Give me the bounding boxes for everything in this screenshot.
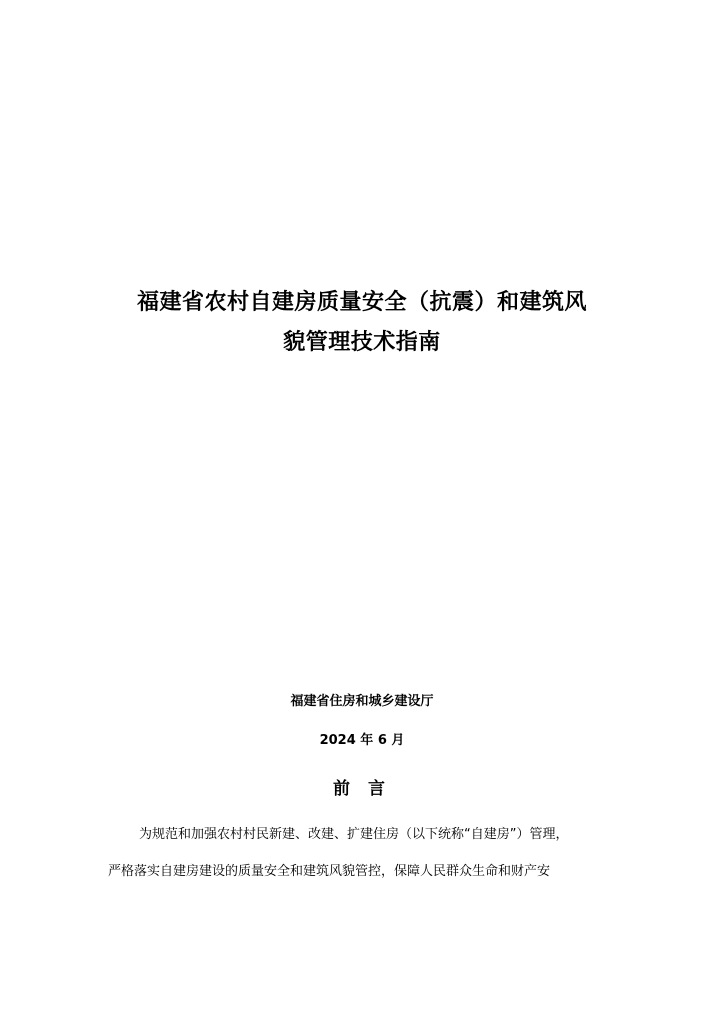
preface-paragraph-line-2: 严格落实自建房建设的质量安全和建筑风貌管控，保障人民群众生命和财产安 bbox=[108, 864, 551, 879]
preface-paragraph-line-1: 为规范和加强农村村民新建、改建、扩建住房（以下统称“自建房”）管理， bbox=[139, 827, 569, 842]
document-title-line-1: 福建省农村自建房质量安全（抗震）和建筑风 bbox=[136, 290, 587, 315]
issue-date: 2024 年 6 月 bbox=[319, 733, 405, 748]
preface-heading: 前 言 bbox=[333, 779, 391, 799]
document-title-line-2: 貌管理技术指南 bbox=[283, 330, 441, 355]
issuer-name: 福建省住房和城乡建设厅 bbox=[290, 694, 434, 709]
